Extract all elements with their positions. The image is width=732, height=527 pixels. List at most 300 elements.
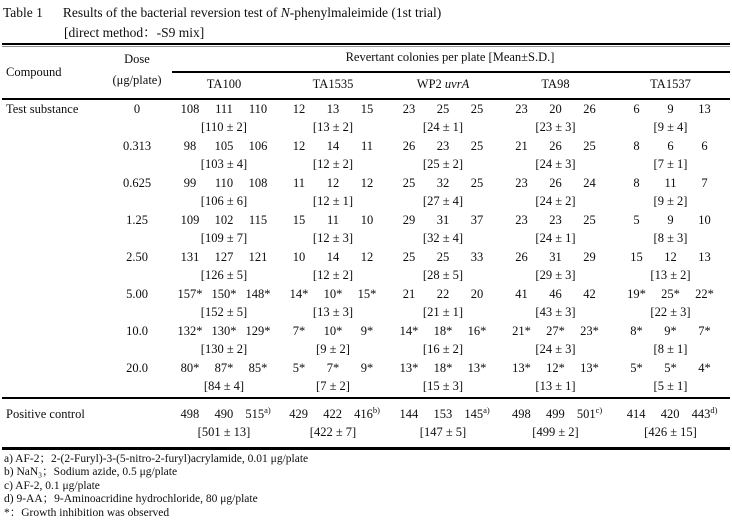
replicate-value: 5* <box>664 361 677 375</box>
mean-sd: [24 ± 2] <box>535 194 576 208</box>
replicate-values <box>388 322 498 340</box>
strain-cell <box>278 211 388 248</box>
mean-sd: [84 ± 4] <box>203 379 245 393</box>
footnote: d) 9-AA；9-Aminoacridine hydrochloride, 80 μg/plate <box>4 493 258 506</box>
replicate-value: 499 <box>545 407 565 421</box>
column-header-revertants: Revertant colonies per plate [Mean±S.D.] <box>345 50 555 64</box>
replicate-value: 144 <box>399 407 419 421</box>
column-header-ta1535: TA1535 <box>312 77 354 91</box>
strain-cell <box>170 137 278 174</box>
replicate-value: 85* <box>248 361 268 375</box>
mean-sd: [426 ± 15] <box>644 425 697 439</box>
mean-sd: [9 ± 4] <box>653 120 688 134</box>
mean-sd: [9 ± 2] <box>653 194 688 208</box>
rule-top <box>2 43 730 45</box>
strain-cell <box>278 137 388 174</box>
mean-sd: [422 ± 7] <box>309 425 357 439</box>
compound-cell <box>4 211 104 248</box>
replicate-value: 14* <box>399 324 419 338</box>
replicate-values <box>498 100 613 118</box>
column-header-dose: Dose <box>124 52 150 66</box>
column-header-ta1537: TA1537 <box>650 77 691 91</box>
strain-cell <box>278 248 388 285</box>
replicate-value: 6 <box>667 139 674 153</box>
replicate-values <box>278 285 388 303</box>
replicate-value: 12 <box>360 250 374 264</box>
replicate-value: 16* <box>467 324 487 338</box>
strain-cell <box>170 359 278 396</box>
replicate-values <box>388 211 498 229</box>
replicate-value: 32 <box>436 176 450 190</box>
replicate-value: 490 <box>214 407 234 421</box>
replicate-value: 21 <box>515 139 528 153</box>
strain-cell <box>498 359 613 396</box>
footnote-marker: a) <box>264 404 271 415</box>
table-body <box>4 100 728 396</box>
replicate-value: 19* <box>627 287 646 301</box>
mean-sd: [130 ± 2] <box>200 342 248 356</box>
replicate-value: 11 <box>664 176 677 190</box>
strain-cell <box>388 211 498 248</box>
mean-sd: [13 ± 2] <box>650 268 691 282</box>
replicate-value: 7* <box>292 324 306 338</box>
replicate-value: 498 <box>511 407 531 421</box>
replicate-values <box>170 359 278 377</box>
replicate-value: 12 <box>664 250 677 264</box>
replicate-values <box>613 211 728 229</box>
table-subtitle: [direct method：-S9 mix] <box>64 25 205 40</box>
strain-cell <box>278 359 388 396</box>
strain-cell <box>498 137 613 174</box>
replicate-value: 15 <box>360 102 374 116</box>
compound-cell <box>4 137 104 174</box>
replicate-values <box>170 100 278 118</box>
replicate-value: 20 <box>470 287 484 301</box>
replicate-value: 26 <box>402 139 416 153</box>
replicate-value: 46 <box>549 287 562 301</box>
mean-sd: [106 ± 6] <box>200 194 248 208</box>
replicate-values <box>388 137 498 155</box>
mean-sd: [12 ± 2] <box>312 157 354 171</box>
strain-cell <box>170 100 278 137</box>
replicate-value: 25 <box>436 250 450 264</box>
table-row <box>4 174 728 211</box>
mean-sd: [24 ± 3] <box>535 342 576 356</box>
mean-sd: [43 ± 3] <box>535 305 576 319</box>
replicate-value: 15 <box>630 250 643 264</box>
replicate-value: 145$^{a)}$ <box>464 404 490 421</box>
replicate-values <box>170 405 278 423</box>
replicate-value: 416$^{b)}$ <box>354 404 380 421</box>
replicate-value: 414 <box>626 407 646 421</box>
uvra-label-italic: uvrA <box>444 77 470 91</box>
replicate-value: 29 <box>583 250 596 264</box>
replicate-value: 110 <box>214 176 234 190</box>
replicate-value: 18* <box>433 324 453 338</box>
replicate-value: 127 <box>214 250 234 264</box>
replicate-value: 109 <box>180 213 200 227</box>
replicate-value: 9* <box>360 361 374 375</box>
strain-cell <box>388 405 498 451</box>
replicate-value: 108 <box>248 176 268 190</box>
mean-sd: [13 ± 1] <box>535 379 576 393</box>
replicate-values <box>613 359 728 377</box>
mean-sd: [152 ± 5] <box>200 305 248 319</box>
strain-cell <box>388 100 498 137</box>
replicate-value: 15 <box>292 213 306 227</box>
replicate-value: 26 <box>515 250 528 264</box>
replicate-value: 132* <box>177 324 203 338</box>
compound-cell <box>4 285 104 322</box>
replicate-values <box>170 137 278 155</box>
mean-sd: [15 ± 3] <box>422 379 464 393</box>
replicate-values <box>388 248 498 266</box>
replicate-value: 42 <box>583 287 596 301</box>
replicate-values <box>498 322 613 340</box>
replicate-value: 23* <box>580 324 599 338</box>
mean-sd: [22 ± 3] <box>650 305 691 319</box>
mean-sd: [29 ± 3] <box>535 268 576 282</box>
replicate-value: 31 <box>549 250 562 264</box>
replicate-value: 80* <box>180 361 200 375</box>
compound-cell <box>4 174 104 211</box>
strain-cell <box>278 322 388 359</box>
replicate-values <box>278 174 388 192</box>
footnote-marker: a) <box>483 404 490 415</box>
mean-sd: [7 ± 1] <box>653 157 688 171</box>
replicate-value: 18* <box>433 361 453 375</box>
replicate-value: 13* <box>467 361 487 375</box>
strain-cell <box>613 174 728 211</box>
mean-sd: [12 ± 3] <box>312 231 354 245</box>
rule-above-positive-control <box>2 397 730 399</box>
replicate-values <box>278 211 388 229</box>
replicate-value: 13* <box>512 361 531 375</box>
replicate-value: 10 <box>360 213 374 227</box>
replicate-value: 23 <box>402 102 416 116</box>
mean-sd: [103 ± 4] <box>200 157 248 171</box>
footnote-marker: d) <box>710 404 718 415</box>
replicate-values <box>278 322 388 340</box>
compound-name-italic: N <box>280 5 290 20</box>
replicate-value: 129* <box>245 324 271 338</box>
dose-cell: 0 <box>133 102 141 116</box>
replicate-value: 106 <box>248 139 268 153</box>
mean-sd: [24 ± 3] <box>535 157 576 171</box>
replicate-value: 41 <box>515 287 528 301</box>
replicate-values <box>278 100 388 118</box>
mean-sd: [501 ± 13] <box>197 425 251 439</box>
replicate-value: 108 <box>180 102 200 116</box>
replicate-value: 26 <box>583 102 596 116</box>
replicate-values <box>613 322 728 340</box>
replicate-value: 25 <box>470 139 484 153</box>
strain-cell <box>498 285 613 322</box>
replicate-value: 11 <box>292 176 306 190</box>
strain-cell <box>498 211 613 248</box>
replicate-values <box>613 248 728 266</box>
replicate-value: 110 <box>248 102 268 116</box>
replicate-values <box>613 137 728 155</box>
strain-cell <box>170 248 278 285</box>
replicate-value: 13* <box>580 361 599 375</box>
footnotes <box>4 453 308 520</box>
column-header-ta98: TA98 <box>541 77 570 91</box>
replicate-value: 7 <box>701 176 708 190</box>
strain-cell <box>613 359 728 396</box>
strain-cell <box>498 322 613 359</box>
replicate-values <box>278 248 388 266</box>
replicate-value: 11 <box>360 139 374 153</box>
replicate-values <box>278 405 388 423</box>
replicate-values <box>498 405 613 423</box>
replicate-value: 9 <box>667 213 674 227</box>
replicate-value: 15* <box>357 287 377 301</box>
column-header-ta100: TA100 <box>206 77 242 91</box>
replicate-value: 29 <box>402 213 416 227</box>
replicate-value: 25 <box>470 102 484 116</box>
mean-sd: [24 ± 1] <box>422 120 464 134</box>
replicate-value: 5* <box>630 361 643 375</box>
replicate-value: 12 <box>326 176 340 190</box>
replicate-value: 13 <box>698 102 711 116</box>
replicate-value: 31 <box>436 213 450 227</box>
replicate-value: 130* <box>211 324 237 338</box>
dose-cell: 2.50 <box>126 250 148 264</box>
replicate-values <box>170 322 278 340</box>
mean-sd: [24 ± 1] <box>535 231 576 245</box>
positive-control-row <box>4 400 728 451</box>
strain-cell <box>388 359 498 396</box>
table-title-text-end: -phenylmaleimide (1st trial) <box>289 5 442 20</box>
replicate-value: 23 <box>436 139 450 153</box>
replicate-value: 5 <box>633 213 640 227</box>
replicate-values <box>613 174 728 192</box>
replicate-value: 13* <box>399 361 419 375</box>
replicate-value: 148* <box>245 287 271 301</box>
replicate-value: 153 <box>433 407 453 421</box>
replicate-values <box>498 359 613 377</box>
strain-cell <box>278 100 388 137</box>
replicate-value: 9* <box>664 324 677 338</box>
strain-cell <box>613 285 728 322</box>
replicate-values <box>170 211 278 229</box>
replicate-values <box>170 174 278 192</box>
mean-sd: [32 ± 4] <box>422 231 464 245</box>
replicate-value: 14 <box>326 139 340 153</box>
mean-sd: [8 ± 1] <box>653 342 688 356</box>
replicate-value: 25 <box>583 139 596 153</box>
replicate-value: 515$^{a)}$ <box>245 404 271 421</box>
table-number-label: Table 1 <box>3 5 43 20</box>
replicate-values <box>388 174 498 192</box>
replicate-value: 420 <box>660 407 680 421</box>
strain-cell <box>613 211 728 248</box>
replicate-value: 9* <box>360 324 374 338</box>
replicate-value: 8* <box>630 324 643 338</box>
strain-cell <box>388 174 498 211</box>
mean-sd: [12 ± 2] <box>312 268 354 282</box>
replicate-value: 6 <box>701 139 708 153</box>
replicate-value: 5* <box>292 361 306 375</box>
strain-cell <box>388 248 498 285</box>
wp2-label: WP2 <box>416 77 445 91</box>
strain-cell <box>170 322 278 359</box>
mean-sd: [147 ± 5] <box>419 425 467 439</box>
mean-sd: [110 ± 2] <box>201 120 247 134</box>
replicate-value: 24 <box>583 176 596 190</box>
strain-cell <box>498 405 613 451</box>
strain-cell <box>170 285 278 322</box>
replicate-values <box>498 211 613 229</box>
replicate-value: 22* <box>695 287 714 301</box>
mean-sd: [5 ± 1] <box>653 379 688 393</box>
replicate-values <box>278 137 388 155</box>
footnote-marker: c) <box>595 404 603 415</box>
strain-cell <box>170 174 278 211</box>
strain-cell <box>388 322 498 359</box>
mean-sd: [16 ± 2] <box>422 342 464 356</box>
replicate-value: 14* <box>289 287 309 301</box>
replicate-value: 22 <box>436 287 450 301</box>
footnote: *：Growth inhibition was observed <box>4 506 170 519</box>
replicate-value: 443$^{d)}$ <box>691 404 718 421</box>
column-header-wp2uvra <box>388 77 498 92</box>
compound-cell: Test substance <box>6 102 79 116</box>
mean-sd: [109 ± 7] <box>200 231 248 245</box>
replicate-value: 87* <box>214 361 234 375</box>
replicate-value: 23 <box>549 213 562 227</box>
strain-cell <box>613 322 728 359</box>
column-header-compound: Compound <box>6 65 62 79</box>
mean-sd: [7 ± 2] <box>316 379 350 393</box>
replicate-values <box>498 137 613 155</box>
table-row <box>4 359 728 396</box>
compound-cell <box>4 359 104 396</box>
replicate-value: 12 <box>292 139 306 153</box>
replicate-value: 105 <box>214 139 234 153</box>
replicate-values <box>388 359 498 377</box>
replicate-value: 98 <box>183 139 197 153</box>
replicate-value: 429 <box>289 407 308 421</box>
replicate-value: 8 <box>633 176 640 190</box>
dose-cell: 20.0 <box>126 361 148 375</box>
table-row <box>4 322 728 359</box>
strain-cell <box>170 211 278 248</box>
replicate-value: 33 <box>470 250 484 264</box>
strain-cell <box>278 405 388 451</box>
replicate-value: 501$^{c)}$ <box>576 404 603 421</box>
replicate-value: 25 <box>402 250 416 264</box>
replicate-value: 26 <box>549 176 562 190</box>
replicate-value: 21* <box>512 324 531 338</box>
mean-sd: [27 ± 4] <box>422 194 464 208</box>
footnote: c) AF-2, 0.1 μg/plate <box>4 479 100 492</box>
replicate-values <box>388 100 498 118</box>
strain-cell <box>613 405 728 451</box>
replicate-value: 25 <box>583 213 596 227</box>
replicate-value: 422 <box>323 407 342 421</box>
strain-cell <box>278 285 388 322</box>
table-row <box>4 400 728 451</box>
replicate-value: 115 <box>248 213 268 227</box>
mean-sd: [25 ± 2] <box>422 157 464 171</box>
column-header-dose-unit: (μg/plate) <box>112 73 162 87</box>
replicate-value: 21 <box>402 287 416 301</box>
replicate-value: 20 <box>549 102 562 116</box>
replicate-value: 10* <box>323 287 343 301</box>
strain-cell <box>613 137 728 174</box>
mean-sd: [8 ± 3] <box>653 231 688 245</box>
replicate-values <box>170 285 278 303</box>
table-row <box>4 137 728 174</box>
replicate-value: 99 <box>183 176 197 190</box>
replicate-value: 6 <box>633 102 640 116</box>
replicate-value: 25 <box>436 102 450 116</box>
mean-sd: [126 ± 5] <box>200 268 248 282</box>
replicate-value: 11 <box>326 213 340 227</box>
replicate-value: 10 <box>292 250 306 264</box>
rule-top-shadow <box>2 46 730 47</box>
replicate-value: 12* <box>546 361 565 375</box>
mean-sd: [12 ± 1] <box>312 194 354 208</box>
strain-cell <box>170 405 278 451</box>
replicate-value: 150* <box>211 287 237 301</box>
replicate-values <box>170 248 278 266</box>
replicate-value: 13 <box>698 250 711 264</box>
replicate-value: 23 <box>515 176 528 190</box>
replicate-value: 13 <box>326 102 340 116</box>
replicate-value: 12 <box>360 176 374 190</box>
compound-cell <box>4 248 104 285</box>
replicate-value: 25* <box>661 287 680 301</box>
mean-sd: [23 ± 3] <box>535 120 576 134</box>
footnote: b) NaN₃；Sodium azide, 0.5 μg/plate <box>4 466 178 479</box>
replicate-value: 9 <box>667 102 674 116</box>
compound-cell <box>4 322 104 359</box>
replicate-values <box>613 100 728 118</box>
strain-cell <box>613 100 728 137</box>
table-row <box>4 248 728 285</box>
strain-cell <box>498 174 613 211</box>
strain-cell <box>498 248 613 285</box>
replicate-value: 131 <box>180 250 200 264</box>
replicate-value: 25 <box>470 176 484 190</box>
replicate-value: 7* <box>698 324 711 338</box>
strain-cell <box>388 285 498 322</box>
table-row <box>4 285 728 322</box>
footnote-marker: b) <box>372 404 380 415</box>
compound-cell: Positive control <box>6 407 85 421</box>
table-title-text: Results of the bacterial reversion test of <box>62 5 281 20</box>
replicate-value: 26 <box>549 139 562 153</box>
replicate-value: 37 <box>470 213 484 227</box>
replicate-value: 498 <box>180 407 200 421</box>
table-row <box>4 211 728 248</box>
replicate-values <box>498 248 613 266</box>
replicate-values <box>613 405 728 423</box>
replicate-values <box>388 285 498 303</box>
replicate-value: 14 <box>326 250 340 264</box>
replicate-value: 25 <box>402 176 416 190</box>
dose-cell: 0.625 <box>122 176 152 190</box>
mean-sd: [21 ± 1] <box>422 305 464 319</box>
replicate-values <box>613 285 728 303</box>
dose-cell: 1.25 <box>126 213 148 227</box>
replicate-value: 23 <box>515 102 528 116</box>
replicate-value: 10* <box>323 324 343 338</box>
dose-cell: 0.313 <box>122 139 152 153</box>
